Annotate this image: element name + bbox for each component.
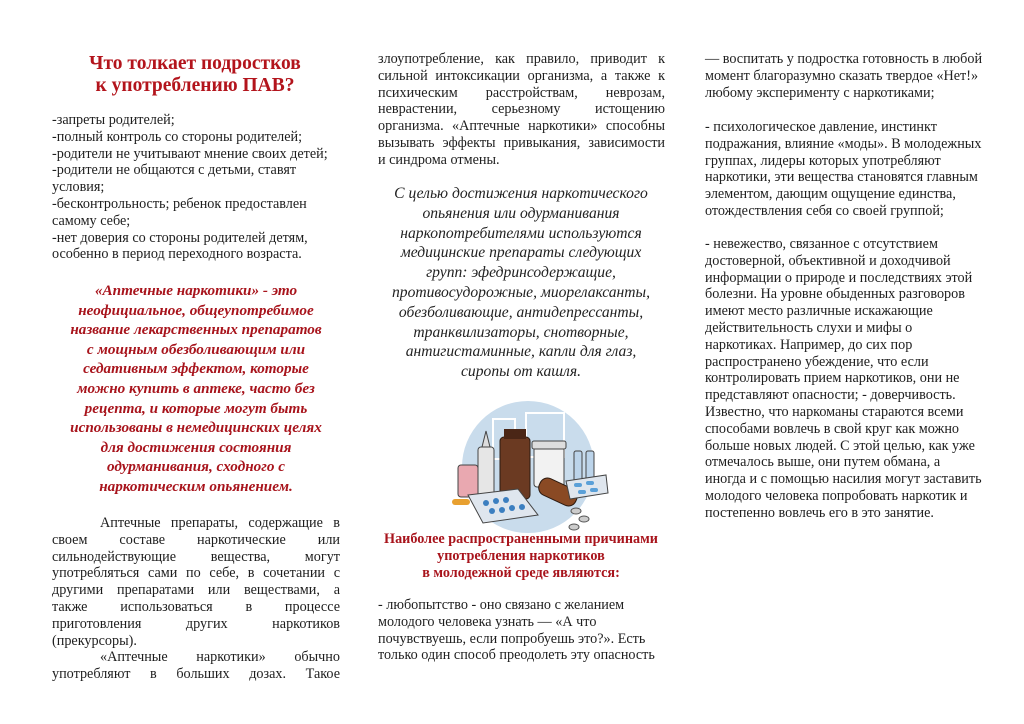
- text-line: групп: эфедринсодержащие,: [426, 264, 616, 282]
- text-line: -родители не учитывают мнение своих детей;: [52, 145, 328, 162]
- drug-groups-callout: [372, 184, 670, 382]
- text-line: можно купить в аптеке, часто без: [77, 379, 315, 397]
- text-line: своем составе наркотические или: [52, 531, 340, 548]
- text-line: вызывать эффекты привыкания, зависимости: [378, 134, 665, 151]
- text-line: особенно в период переходного возраста.: [52, 246, 302, 263]
- text-line: только один способ преодолеть эту опасность: [378, 647, 655, 664]
- causes-heading: [372, 531, 670, 582]
- text-line: Что толкает подростков: [89, 53, 301, 74]
- text-line: транквилизаторы, снотворные,: [413, 323, 629, 341]
- text-line: способами вовлечь в свой круг как можно: [705, 420, 960, 437]
- text-line: также использоваться в процессе: [52, 598, 340, 615]
- text-line: Наиболее распространенными причинами: [384, 531, 658, 547]
- text-line: опьянения или одурманивания: [422, 204, 620, 222]
- text-line: обезболивающие, антидепрессанты,: [398, 303, 644, 321]
- text-line: -запреты родителей;: [52, 112, 175, 128]
- text-line: использованы в немедицинских целях: [70, 419, 322, 437]
- text-line: контролировать прием наркотиков, они не: [705, 370, 960, 387]
- text-line: - невежество, связанное с отсутствием: [705, 236, 938, 252]
- text-line: медицинские препараты следующих: [400, 244, 642, 262]
- text-line: -полный контроль со стороны родителей;: [52, 128, 303, 145]
- text-line: сильной интоксикации организма, а также к: [378, 67, 665, 84]
- text-line: Известно, что наркоманы стараются всеми: [705, 403, 964, 420]
- text-line: злоупотребление, как правило, приводит к: [378, 51, 665, 67]
- text-line: - психологическое давление, инстинкт: [705, 119, 937, 135]
- text-line: в молодежной среде являются:: [422, 565, 620, 581]
- text-line: представляют опасности; - доверчивость.: [705, 387, 956, 404]
- text-line: приготовления других наркотиков: [52, 615, 340, 632]
- text-line: антигистаминные, капли для глаз,: [405, 343, 637, 361]
- paragraph-ignorance: [705, 236, 1000, 522]
- text-line: информации о природе и последствиях этой: [705, 269, 973, 286]
- paragraph-say-no: [705, 51, 1000, 101]
- text-line: группах, лидеры которых употребляют: [705, 152, 941, 169]
- text-line: С целью достижения наркотического: [394, 185, 648, 202]
- paragraph-consequences: [378, 51, 665, 169]
- text-line: неофициальное, общеупотребимое: [78, 301, 314, 319]
- text-line: распространено убеждение, что если: [705, 353, 929, 370]
- text-line: противосудорожные, миорелаксанты,: [391, 283, 651, 301]
- text-line: наркотики, эти вещества становятся главным: [705, 169, 978, 186]
- text-line: отождествления себя со своей группой;: [705, 202, 944, 219]
- text-line: одурманивания, сходного с: [107, 458, 285, 476]
- text-line: условия;: [52, 179, 105, 196]
- paragraph-curiosity: [378, 597, 673, 664]
- reasons-list: [52, 112, 347, 263]
- text-line: неврастении, серьезному истощению: [378, 101, 665, 118]
- text-line: болезни. На уровне обыденных разговоров: [705, 286, 965, 303]
- text-line: постепенно вовлечь его в это занятие.: [705, 504, 934, 521]
- text-line: наркотическим опьянением.: [99, 477, 293, 495]
- text-line: для достижения состояния: [100, 438, 292, 456]
- text-line: рецепта, и которые могут быть: [84, 399, 308, 417]
- text-line: наркотиках. Например, до сих пор: [705, 336, 913, 353]
- text-line: -бесконтрольность; ребенок предоставлен: [52, 195, 307, 212]
- text-line: — воспитать у подростка готовность в любой: [705, 51, 983, 67]
- text-line: отмечалось выше, они путем обмана, а: [705, 454, 941, 471]
- text-line: больше новых людей. С этой целью, как уже: [705, 437, 975, 454]
- text-line: сиропы от кашля.: [461, 363, 581, 381]
- text-line: -родители не общаются с детьми, ставят: [52, 162, 297, 179]
- definition-callout: [48, 281, 344, 497]
- text-line: молодого человека узнать — «А что: [378, 613, 597, 630]
- text-line: к употреблению ПАВ?: [95, 75, 295, 96]
- medicines-illustration: [438, 395, 618, 535]
- text-line: название лекарственных препаратов: [70, 321, 322, 339]
- text-line: -нет доверия со стороны родителей детям,: [52, 229, 308, 246]
- text-line: имеют место различные искажающие: [705, 303, 933, 320]
- text-line: самому себе;: [52, 212, 131, 229]
- text-line: любому эксперименту с наркотиками;: [705, 84, 935, 101]
- text-line: сильнодействующие вещества, могут: [52, 548, 340, 565]
- text-line: употребляться сами по себе, в сочетании с: [52, 565, 340, 582]
- text-line: достоверной, объективной и доходчивой: [705, 252, 951, 269]
- text-line: молодого человека попробовать наркотик и: [705, 487, 968, 504]
- text-line: с мощным обезболивающим или: [86, 340, 306, 358]
- text-line: (прекурсоры).: [52, 632, 137, 649]
- text-line: Аптечные препараты, содержащие в: [100, 515, 340, 531]
- text-line: элементом, дающим ощущение единства,: [705, 186, 956, 203]
- text-line: другими препаратами или веществами, а: [52, 582, 340, 599]
- text-line: употребления наркотиков: [437, 548, 605, 564]
- section-title: [50, 53, 340, 97]
- text-line: организма. «Аптечные наркотики» способны: [378, 118, 665, 135]
- text-line: психическим расстройствам, неврозам,: [378, 84, 665, 101]
- text-line: «Аптечные наркотики» обычно: [100, 649, 340, 665]
- text-line: и синдрома отмены.: [378, 151, 500, 168]
- text-line: момент благоразумно сказать твердое «Нет!»: [705, 67, 979, 84]
- paragraph-psychological-pressure: [705, 119, 1000, 220]
- text-line: седативным эффектом, которые: [83, 360, 309, 378]
- text-line: почувствуешь, если попробуешь это?». Есть: [378, 630, 646, 647]
- text-line: употребляют в больших дозах. Такое: [52, 665, 340, 682]
- text-line: иногда и с помощью насилия могут заставить: [705, 471, 982, 488]
- paragraph-pharmacy-drugs: [52, 515, 340, 649]
- text-line: - любопытство - оно связано с желанием: [378, 597, 625, 613]
- paragraph-dosage: [52, 649, 340, 683]
- text-line: «Аптечные наркотики» - это: [94, 282, 298, 299]
- text-line: действительность слухи и мифы о: [705, 319, 913, 336]
- text-line: подражания, влияние «моды». В молодежных: [705, 135, 982, 152]
- text-line: наркопотребителями используются: [400, 224, 642, 242]
